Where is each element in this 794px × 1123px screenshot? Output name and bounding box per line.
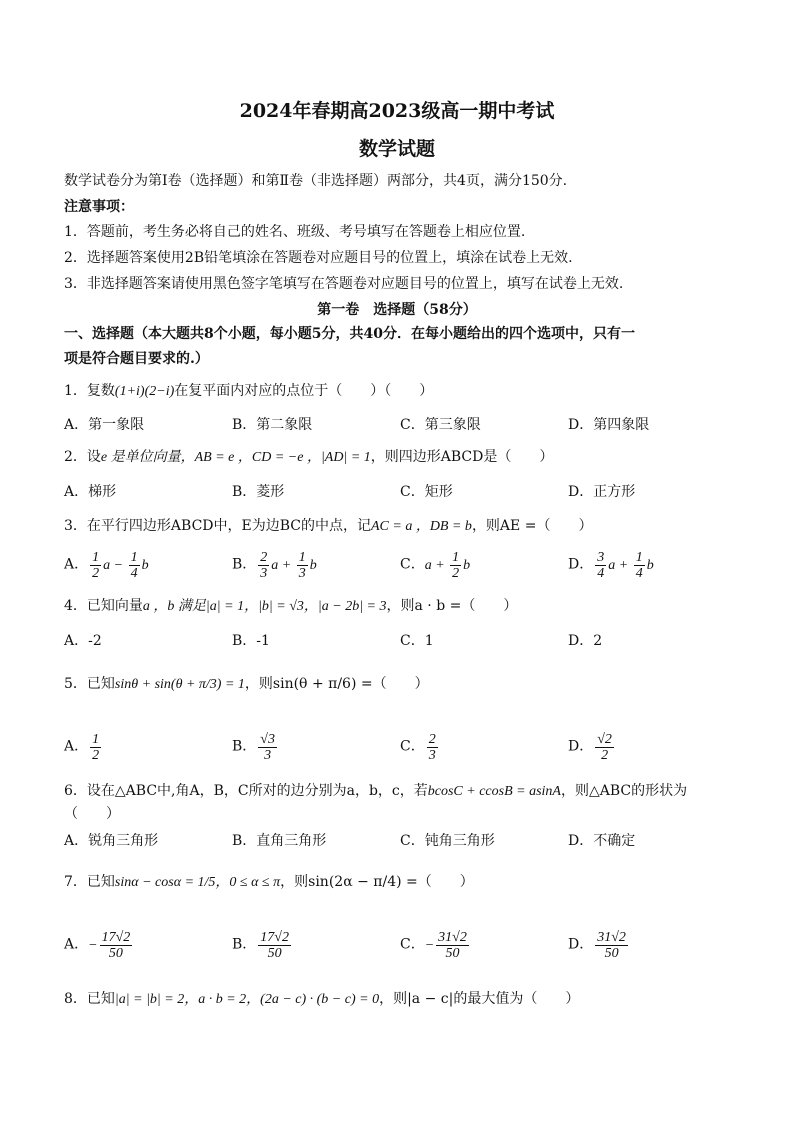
question-8-stem-pre: 8．已知: [64, 991, 115, 1007]
question-3-stem-pre: 3．在平行四边形ABCD中，E为边BC的中点，记: [64, 518, 371, 534]
question-7-option-b: B． $\frac{17√2}{50}$: [232, 930, 289, 961]
question-1-option-b: B．第二象限: [232, 417, 313, 433]
question-6-option-c: C．钝角三角形: [400, 833, 495, 849]
part-heading: 第一卷 选择题（58分）: [317, 302, 477, 318]
subject-title: 数学试题: [358, 138, 435, 160]
question-1-stem-math: (1+i)(2−i): [114, 384, 175, 399]
question-6-stem-cont: （ ）: [64, 806, 120, 822]
section-heading-2: 项是符合题目要求的.）: [64, 351, 209, 367]
question-6-option-b: B．直角三角形: [232, 833, 327, 849]
question-4-option-a: A．-2: [64, 633, 102, 649]
question-7-stem-post: ，则sin(2α − π/4) =（ ）: [280, 874, 474, 890]
question-5-option-c: C． $\frac{2}{3}$: [400, 732, 436, 763]
question-8-stem-post: ，则|a − c|的最大值为（ ）: [379, 991, 580, 1007]
question-2-option-d: D．正方形: [568, 484, 636, 500]
question-3-option-a: A． $\frac{1}{2}$ a − $\frac{1}{4}$ b: [64, 550, 149, 581]
intro-text: 数学试卷分为第Ⅰ卷（选择题）和第Ⅱ卷（非选择题）两部分，共4页，满分150分.: [64, 173, 568, 189]
question-3-stem-math: AC = a ，DB = b: [370, 519, 472, 534]
question-5-stem-pre: 5．已知: [64, 676, 115, 692]
question-3-option-b: B． $\frac{2}{3}$ a + $\frac{1}{3}$ b: [232, 550, 317, 581]
question-1-option-c: C．第三象限: [400, 417, 481, 433]
question-7-stem: [64, 873, 474, 892]
question-3-option-d: D． $\frac{3}{4}$ a + $\frac{1}{4}$ b: [568, 550, 654, 581]
question-6-option-a: A．锐角三角形: [64, 833, 159, 849]
question-5-stem-math: sinθ + sin(θ + π/3) = 1: [114, 677, 245, 692]
question-7-option-d: D． $\frac{31√2}{50}$: [568, 930, 626, 961]
question-3-stem-post: ，则AE =（ ）: [471, 518, 593, 534]
question-4-stem-post: ，则a · b =（ ）: [386, 598, 518, 614]
question-3-stem: [64, 517, 592, 536]
question-2-option-b: B．菱形: [232, 484, 285, 500]
question-1-option-a: A．第一象限: [64, 417, 145, 433]
question-7-option-c: C．− $\frac{31√2}{50}$: [400, 930, 467, 961]
question-1-stem: [64, 382, 433, 401]
question-1-option-d: D．第四象限: [568, 417, 650, 433]
question-2-stem-math: e 是单位向量，AB = e ，CD = −e ，|AD| = 1: [100, 450, 371, 465]
exam-title: 2024年春期高2023级高一期中考试: [239, 100, 555, 122]
question-5-stem: [64, 675, 429, 694]
question-7-option-a: A．− $\frac{17√2}{50}$: [64, 930, 131, 961]
note-3: 3．非选择题答案请使用黑色签字笔填写在答题卷对应题目号的位置上，填写在试卷上无效.: [64, 276, 624, 292]
question-2-stem-pre: 2．设: [64, 449, 101, 465]
question-2-stem: [64, 448, 553, 467]
note-1: 1．答题前，考生务必将自己的姓名、班级、考号填写在答题卷上相应位置.: [64, 224, 526, 240]
question-3-option-c: C．a + $\frac{1}{2}$ b: [400, 550, 471, 581]
question-7-stem-pre: 7．已知: [64, 874, 115, 890]
question-6-stem-post: ，则△ABC的形状为: [560, 783, 688, 799]
section-heading-1: 一、选择题（本大题共8个小题，每小题5分，共40分．在每小题给出的四个选项中，只有一: [64, 326, 635, 342]
question-6-stem-pre: 6．设在△ABC中,角A，B，C所对的边分别为a，b，c，若: [64, 783, 428, 799]
question-2-option-c: C．矩形: [400, 484, 453, 500]
question-4-stem: [64, 597, 517, 616]
question-1-stem-pre: 1．复数: [64, 383, 115, 399]
question-8-stem-math: |a| = |b| = 2，a · b = 2，(2a − c) · (b − c) = 0: [114, 992, 380, 1007]
question-7-stem-math: sinα − cosα = 1/5，0 ≤ α ≤ π: [114, 875, 281, 890]
question-4-option-d: D．2: [568, 633, 603, 649]
question-1-stem-post: 在复平面内对应的点位于（ ）（ ）: [174, 383, 434, 399]
question-5-stem-post: ，则sin(θ + π/6) =（ ）: [244, 676, 429, 692]
question-4-stem-pre: 4．已知向量: [64, 598, 143, 614]
question-4-option-b: B．-1: [232, 633, 270, 649]
question-6-option-d: D．不确定: [568, 833, 636, 849]
question-6-stem: [64, 782, 687, 801]
question-6-stem-math: bcosC + ccosB = asinA: [427, 784, 561, 799]
question-4-stem-math: a ，b 满足|a| = 1，|b| = √3，|a − 2b| = 3: [142, 599, 387, 614]
question-5-option-b: B． $\frac{√3}{3}$: [232, 732, 275, 763]
question-5-option-a: A． $\frac{1}{2}$: [64, 732, 100, 763]
note-2: 2．选择题答案使用2B铅笔填涂在答题卷对应题目号的位置上，填涂在试卷上无效.: [64, 250, 573, 266]
question-8-stem: [64, 990, 579, 1009]
question-4-option-c: C．1: [400, 633, 434, 649]
question-2-stem-post: ，则四边形ABCD是（ ）: [370, 449, 554, 465]
notes-heading: 注意事项：: [64, 199, 134, 215]
question-5-option-d: D． $\frac{√2}{2}$: [568, 732, 612, 763]
question-2-option-a: A．梯形: [64, 484, 117, 500]
